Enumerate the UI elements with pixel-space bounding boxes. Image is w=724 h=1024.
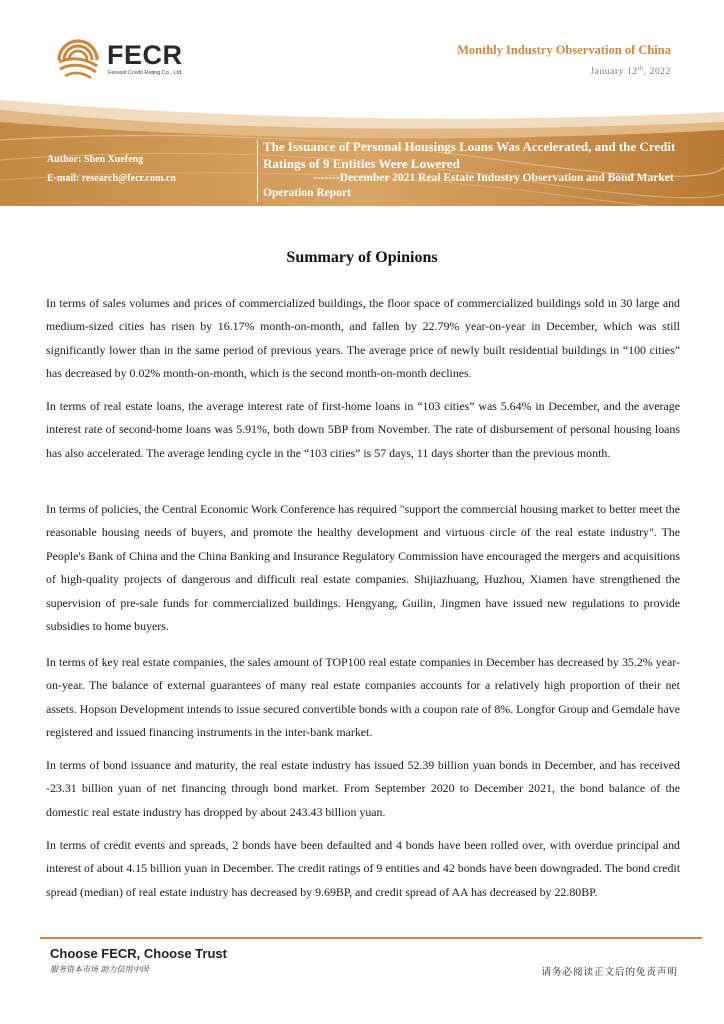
paragraph-sales: In terms of sales volumes and prices of commercialized buildings, the floor space of commercialized buildings sold in 30 large and medium-sized cities has risen by 16.17% month-on-month, and fallen by 22.79% year-on-year in December, which was still significantly lower than in the same period of previous years. The average price of newly built residential buildings in “100 cities” has decreased by 0.02% month-on-month, which is the second month-on-month declines. xyxy=(46,296,680,381)
paragraph-credit-events: In terms of credit events and spreads, 2 bonds have been defaulted and 4 bonds have been rolled over, with overdue principal and interest of about 4.15 billion yuan in December. The credit ratings of 9 entities and 42 bonds have been downgraded. The bond credit spread (median) of real estate industry has decreased by 9.69BP, and credit spread of AA has decreased by 22.80BP. xyxy=(46,838,680,899)
logo-wordmark: FECR xyxy=(107,40,183,70)
report-subtitle-line1: -------December 2021 Real Estate Industry Observation and Bond Market xyxy=(313,172,674,184)
banner-divider xyxy=(257,140,258,202)
author-email: E-mail: research@fecr.com.cn xyxy=(47,173,176,184)
section-heading: Summary of Opinions xyxy=(286,249,438,266)
logo-emblem-icon xyxy=(55,38,101,82)
paragraph-loans: In terms of real estate loans, the average interest rate of first-home loans in “103 cities” was 5.64% in December, and the average interest rate of second-home loans was 5.91%, both down 5BP from November. The rate of disbursement of personal housing loans has also accelerated. The average lending cycle in the “103 cities” is 57 days, 11 days shorter than the previous month. xyxy=(46,399,680,460)
footer-divider xyxy=(40,937,702,939)
report-date-suffix: th xyxy=(637,66,644,72)
paragraph-policies: In terms of policies, the Central Economic Work Conference has required "support the commercial housing market to better meet the reasonable housing needs of buyers, and promote the healthy development and virtuous circle of the real estate industry". The People's Bank of China and the China Banking and Insurance Regulatory Commission have encouraged the mergers and acquisitions of high-quality projects of dangerous and difficult real estate companies. Shijiazhuang, Huzhou, Xiamen have strengthened the supervision of pre-sale funds for commercialized buildings. Hengyang, Guilin, Jingmen have issued new regulations to provide subsidies to home buyers. xyxy=(46,502,680,634)
report-subtitle-line2: Operation Report xyxy=(263,187,351,199)
logo-subtitle: Fareast Credit Rating Co., Ltd. xyxy=(108,70,183,76)
footer-disclaimer: 请务必阅读正文后的免责声明 xyxy=(541,967,678,978)
author-line: Author: Shen Xuefeng xyxy=(47,154,144,165)
report-title: The Issuance of Personal Housings Loans Was Accelerated, and the Credit Ratings of 9 Entities Were Lowered xyxy=(263,139,676,171)
report-date-year: , 2022 xyxy=(643,67,671,78)
company-logo xyxy=(55,38,195,82)
report-series-name: Monthly Industry Observation of China xyxy=(457,43,671,57)
paragraph-bond-issuance: In terms of bond issuance and maturity, the real estate industry has issued 52.39 billion yuan bonds in December, and has received -23.31 billion yuan of net financing through bond market. From September 2020 to December 2021, the bond balance of the domestic real estate industry has dropped by about 243.43 billion yuan. xyxy=(46,758,680,819)
paragraph-companies: In terms of key real estate companies, the sales amount of TOP100 real estate companies in December has decreased by 35.2% year-on-year. The balance of external guarantees of many real estate companies accounts for a relatively high proportion of their net assets. Hopson Development intends to issue secured convertible bonds with a coupon rate of 8%. Longfor Group and Gemdale have registered and issued financing instruments in the inter-bank market. xyxy=(46,655,680,740)
report-date xyxy=(590,66,671,77)
footer-slogan-chinese: 服务资本市场 助力信用中国 xyxy=(50,965,149,974)
footer-slogan: Choose FECR, Choose Trust xyxy=(50,946,227,961)
report-date-day: January 12 xyxy=(590,67,638,78)
